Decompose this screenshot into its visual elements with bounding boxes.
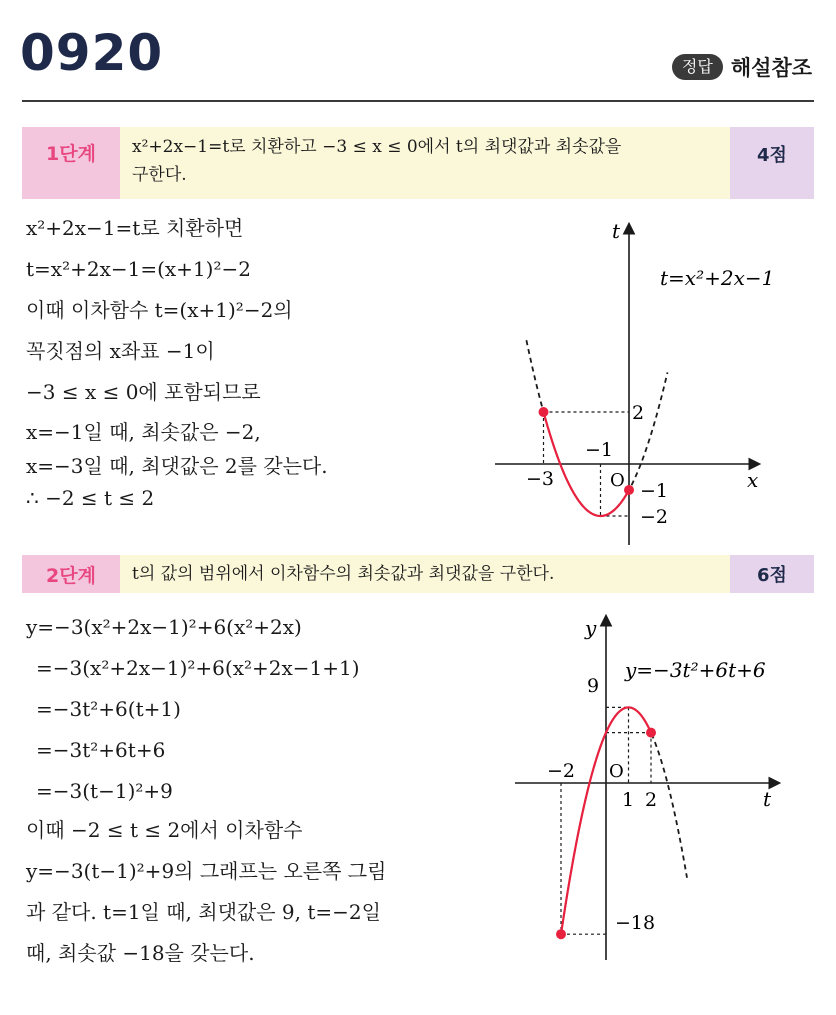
graph1-point-max (539, 407, 549, 417)
graph1-ytick: −2 (640, 506, 669, 528)
step1-line: −3 ≤ x ≤ 0에 포함되므로 (26, 380, 261, 404)
graph2 (505, 605, 820, 965)
step1-description-line2: 구한다. (132, 165, 187, 185)
step2-description: t의 값의 범위에서 이차함수의 최솟값과 최댓값을 구한다. (120, 555, 730, 593)
graph1-ylabel: t (612, 219, 621, 243)
graph1-xtick: −3 (526, 468, 555, 490)
step2-points: 6점 (730, 555, 814, 593)
header-divider (22, 100, 814, 102)
step2-line: 과 같다. t=1일 때, 최댓값은 9, t=−2일 (26, 900, 381, 924)
graph1-ytick: 2 (632, 402, 645, 424)
step2-banner (22, 555, 814, 593)
graph2-xtick: −2 (547, 760, 576, 782)
step2-line: 이때 −2 ≤ t ≤ 2에서 이차함수 (26, 818, 303, 842)
graph2-point-min (556, 929, 566, 939)
graph2-xtick: 2 (645, 789, 658, 811)
graph1-origin: O (610, 470, 625, 491)
answer-badge: 정답 (672, 54, 723, 79)
step2-line: =−3t²+6t+6 (36, 738, 166, 762)
graph2-xtick: 1 (622, 789, 635, 811)
graph1-ytick: −1 (640, 480, 669, 502)
graph1 (490, 205, 820, 550)
step1-description (120, 127, 730, 199)
step1-points: 4점 (730, 127, 814, 199)
step1-banner (22, 127, 814, 199)
problem-number: 0920 (20, 24, 164, 82)
step2-line: y=−3(t−1)²+9의 그래프는 오른쪽 그림 (26, 859, 387, 883)
step2-line: =−3(x²+2x−1)²+6(x²+2x−1+1) (36, 656, 360, 680)
step1-line: 꼭짓점의 x좌표 −1이 (26, 339, 215, 363)
graph2-ytick: −18 (615, 912, 656, 934)
graph1-point-end (624, 485, 634, 495)
step2-line: y=−3(x²+2x−1)²+6(x²+2x) (26, 615, 302, 639)
step1-line: x²+2x−1=t로 치환하면 (26, 216, 244, 240)
step2-line: =−3(t−1)²+9 (36, 779, 173, 803)
step2-label: 2단계 (22, 555, 120, 593)
step1-label: 1단계 (22, 127, 120, 199)
graph2-title: y=−3t²+6t+6 (625, 658, 766, 682)
step1-line: x=−1일 때, 최솟값은 −2, (26, 420, 261, 444)
graph2-xlabel: t (763, 787, 772, 811)
step1-description-line1: x²+2x−1=t로 치환하고 −3 ≤ x ≤ 0에서 t의 최댓값과 최솟값을 (132, 137, 622, 157)
step1-line: x=−3일 때, 최댓값은 2를 갖는다. (26, 454, 328, 478)
graph2-ylabel: y (585, 616, 597, 640)
graph1-xtick: −1 (585, 439, 614, 461)
step1-line: 이때 이차함수 t=(x+1)²−2의 (26, 298, 293, 322)
graph2-origin: O (609, 761, 624, 782)
graph2-ytick: 9 (587, 675, 600, 697)
answer-reference-text: 해설참조 (730, 56, 812, 80)
step1-line: ∴ −2 ≤ t ≤ 2 (26, 486, 155, 510)
graph1-title: t=x²+2x−1 (660, 266, 775, 290)
graph2-point-end (646, 728, 656, 738)
answer-reference (672, 52, 812, 82)
graph1-xlabel: x (747, 468, 759, 492)
step2-line: 때, 최솟값 −18을 갖는다. (26, 941, 255, 965)
step1-line: t=x²+2x−1=(x+1)²−2 (26, 257, 251, 281)
step2-line: =−3t²+6(t+1) (36, 697, 181, 721)
